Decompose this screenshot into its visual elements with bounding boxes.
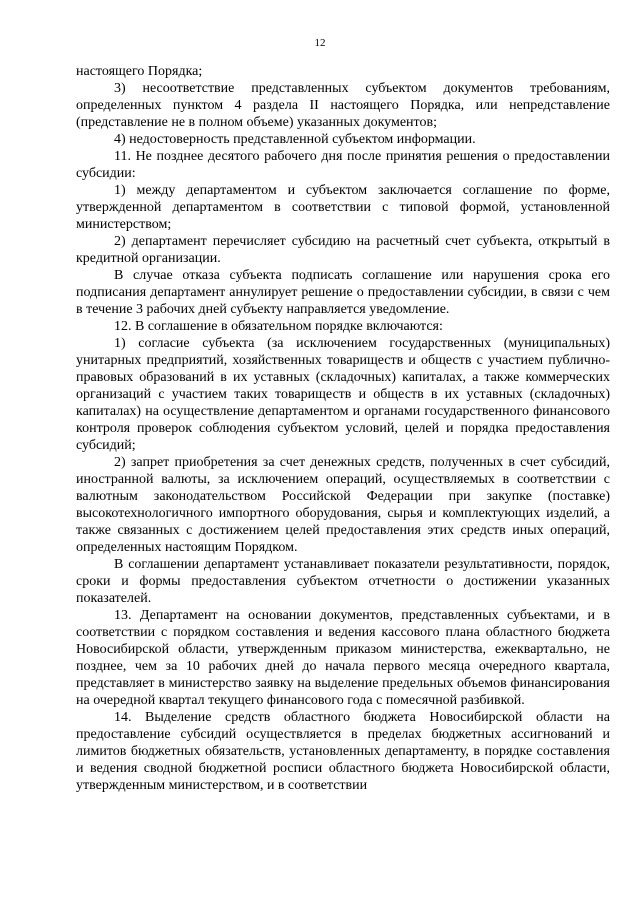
paragraph-continuation: настоящего Порядка; bbox=[76, 64, 203, 79]
paragraph-section-11: 11. Не позднее десятого рабочего дня после принятия решения о предоставлении субсидии: bbox=[76, 149, 610, 181]
document-body bbox=[76, 63, 610, 794]
paragraph-section-12: 12. В соглашение в обязательном порядке включаются: bbox=[114, 319, 443, 334]
page-number: 12 bbox=[314, 37, 326, 49]
paragraph-section-14: 14. Выделение средств областного бюджета Новосибирской области на предоставление субсидий осуществляется в пределах бюджетных ассигнований и лимитов бюджетных обязательств, установленных департаменту, в порядке составления и ведения сводной бюджетной росписи областного бюджета Новосибирской области, утвержденным министерством, и в соответствии bbox=[76, 710, 610, 793]
paragraph-section-11-item-2: 2) департамент перечисляет субсидию на расчетный счет субъекта, открытый в кредитной организации. bbox=[76, 234, 610, 266]
paragraph-section-12-item-2: 2) запрет приобретения за счет денежных средств, полученных в счет субсидий, иностранной валюты, за исключением операций, осуществляемых в соответствии с валютным законодательством Российской Федерации при закупке (поставке) высокотехнологичного импортного оборудования, сырья и комплектующих изделий, а также связанных с достижением целей предоставления этих средств иных операций, определенных настоящим Порядком. bbox=[76, 455, 610, 555]
paragraph-performance-indicators: В соглашении департамент устанавливает показатели результативности, порядок, сроки и формы предоставления субъектом отчетности о достижении указанных показателей. bbox=[76, 557, 610, 606]
paragraph-section-13: 13. Департамент на основании документов, представленных субъектами, и в соответствии с порядком составления и ведения кассового плана областного бюджета Новосибирской области, утвержденным приказом министерства, ежеквартально, не позднее, чем за 10 рабочих дней до начала первого месяца очередного квартала, представляет в министерство заявку на выделение предельных объемов финансирования на очередной квартал текущего финансового года с помесячной разбивкой. bbox=[76, 608, 610, 708]
paragraph-item-3: 3) несоответствие представленных субъектом документов требованиям, определенных пунктом 4 раздела II настоящего Порядка, или непредставление (представление не в полном объеме) указанных документов; bbox=[76, 81, 610, 130]
paragraph-section-11-item-1: 1) между департаментом и субъектом заключается соглашение по форме, утвержденной департаментом в соответствии с типовой формой, установленной министерством; bbox=[76, 183, 610, 232]
paragraph-item-4: 4) недостоверность представленной субъектом информации. bbox=[114, 132, 476, 147]
paragraph-section-12-item-1: 1) согласие субъекта (за исключением государственных (муниципальных) унитарных предприятий, хозяйственных товариществ и обществ с участием публично-правовых образований в их уставных (складочных) капиталах, а также коммерческих организаций с участием таких товариществ и обществ в их уставных (складочных) капиталах) на осуществление департаментом и органами государственного финансового контроля проверок соблюдения субъектом условий, целей и порядка предоставления субсидий; bbox=[76, 336, 610, 453]
paragraph-refusal-clause: В случае отказа субъекта подписать соглашение или нарушения срока его подписания департамент аннулирует решение о предоставлении субсидии, в связи с чем в течение 3 рабочих дней субъекту направляется уведомление. bbox=[76, 268, 610, 317]
